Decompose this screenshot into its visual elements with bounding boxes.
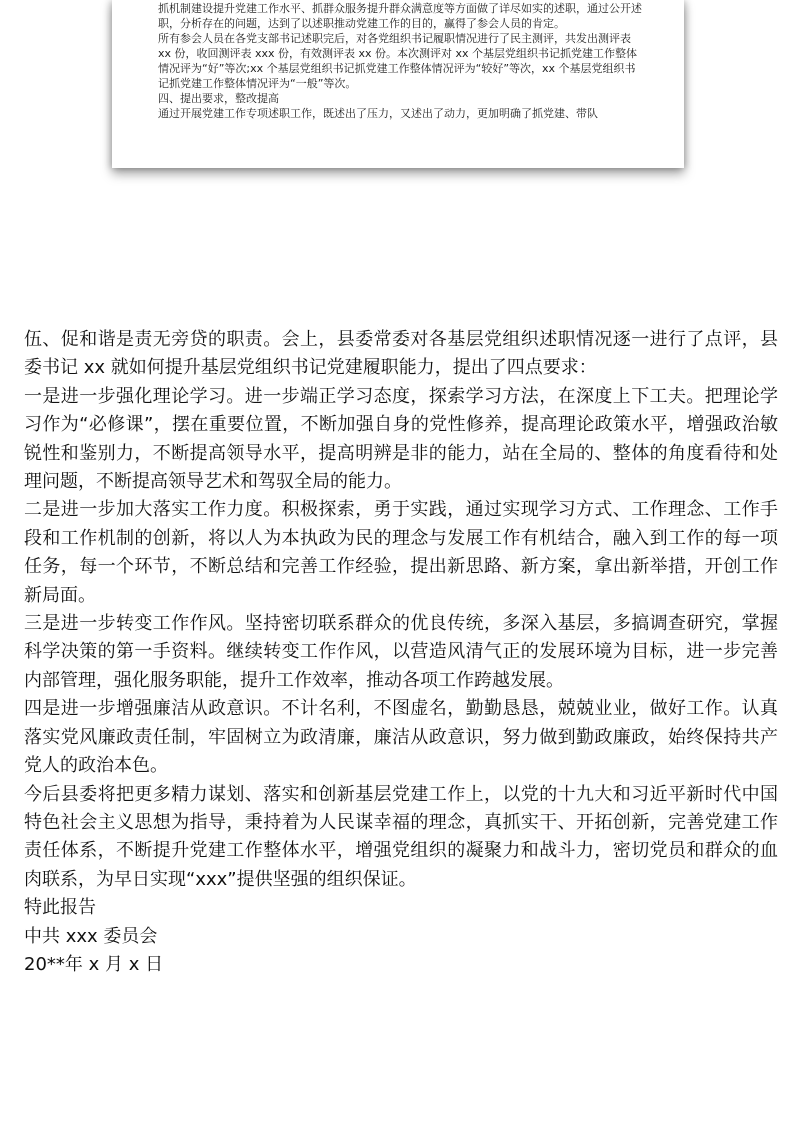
document-body — [24, 326, 778, 979]
body-paragraph: 伍、促和谐是责无旁贷的职责。会上，县委常委对各基层党组织述职情况逐一进行了点评，县委书记 xx 就如何提升基层党组织书记党建履职能力，提出了四点要求： — [24, 329, 778, 379]
document-preview-card — [112, 0, 684, 168]
preview-paragraph: 通过开展党建工作专项述职工作，既述出了压力，又述出了动力，更加明确了抓党建、带队 — [158, 107, 598, 120]
requirement-3: 三是进一步转变工作作风。坚持密切联系群众的优良传统，多深入基层，多搞调查研究，掌握科学决策的第一手资料。继续转变工作作风，以营造风清气正的发展环境为目标，进一步完善内部管理，强化服务职能，提升工作效率，推动各项工作跨越发展。 — [24, 613, 778, 691]
preview-heading: 四、提出要求，整改提高 — [158, 92, 279, 105]
signature-date: 20**年 x 月 x 日 — [24, 953, 164, 975]
preview-text — [158, 0, 644, 121]
preview-paragraph: 抓机制建设提升党建工作水平、抓群众服务提升群众满意度等方面做了详尽如实的述职，通过公开述职，分析存在的问题，达到了以述职推动党建工作的目的，赢得了参会人员的肯定。 — [158, 2, 642, 30]
closing-line: 特此报告 — [24, 897, 96, 919]
signature-org: 中共 xxx 委员会 — [24, 925, 158, 947]
preview-paragraph: 所有参会人员在各党支部书记述职完后，对各党组织书记履职情况进行了民主测评，共发出测评表 xx 份，收回测评表 xxx 份，有效测评表 xx 份。本次测评对 xx 个基层党组织书记抓党建工作整体情况评为“好”等次;xx 个基层党组织书记抓党建工作整体情况评为“较好”等次，xx 个基层党组织书记抓党建工作整体情况评为“一般”等次。 — [158, 32, 638, 90]
requirement-1: 一是进一步强化理论学习。进一步端正学习态度，探索学习方法，在深度上下工夫。把理论学习作为“必修课”，摆在重要位置，不断加强自身的党性修养，提高理论政策水平，增强政治敏锐性和鉴别力，不断提高领导水平，提高明辨是非的能力，站在全局的、整体的角度看待和处理问题，不断提高领导艺术和驾驭全局的能力。 — [24, 385, 778, 493]
requirement-4: 四是进一步增强廉洁从政意识。不计名利，不图虚名，勤勤恳恳，兢兢业业，做好工作。认真落实党风廉政责任制，牢固树立为政清廉，廉洁从政意识，努力做到勤政廉政，始终保持共产党人的政治本色。 — [24, 698, 778, 777]
requirement-2: 二是进一步加大落实工作力度。积极探索，勇于实践，通过实现学习方式、工作理念、工作手段和工作机制的创新，将以人为本执政为民的理念与发展工作有机结合，融入到工作的每一项任务，每一个环节，不断总结和完善工作经验，提出新思路、新方案，拿出新举措，开创工作新局面。 — [24, 499, 778, 606]
body-paragraph: 今后县委将把更多精力谋划、落实和创新基层党建工作上，以党的十九大和习近平新时代中国特色社会主义思想为指导，秉持着为人民谋幸福的理念，真抓实干、开拓创新，完善党建工作责任体系，不断提升党建工作整体水平，增强党组织的凝聚力和战斗力，密切党员和群众的血肉联系，为早日实现“xxx”提供坚强的组织保证。 — [24, 783, 778, 890]
